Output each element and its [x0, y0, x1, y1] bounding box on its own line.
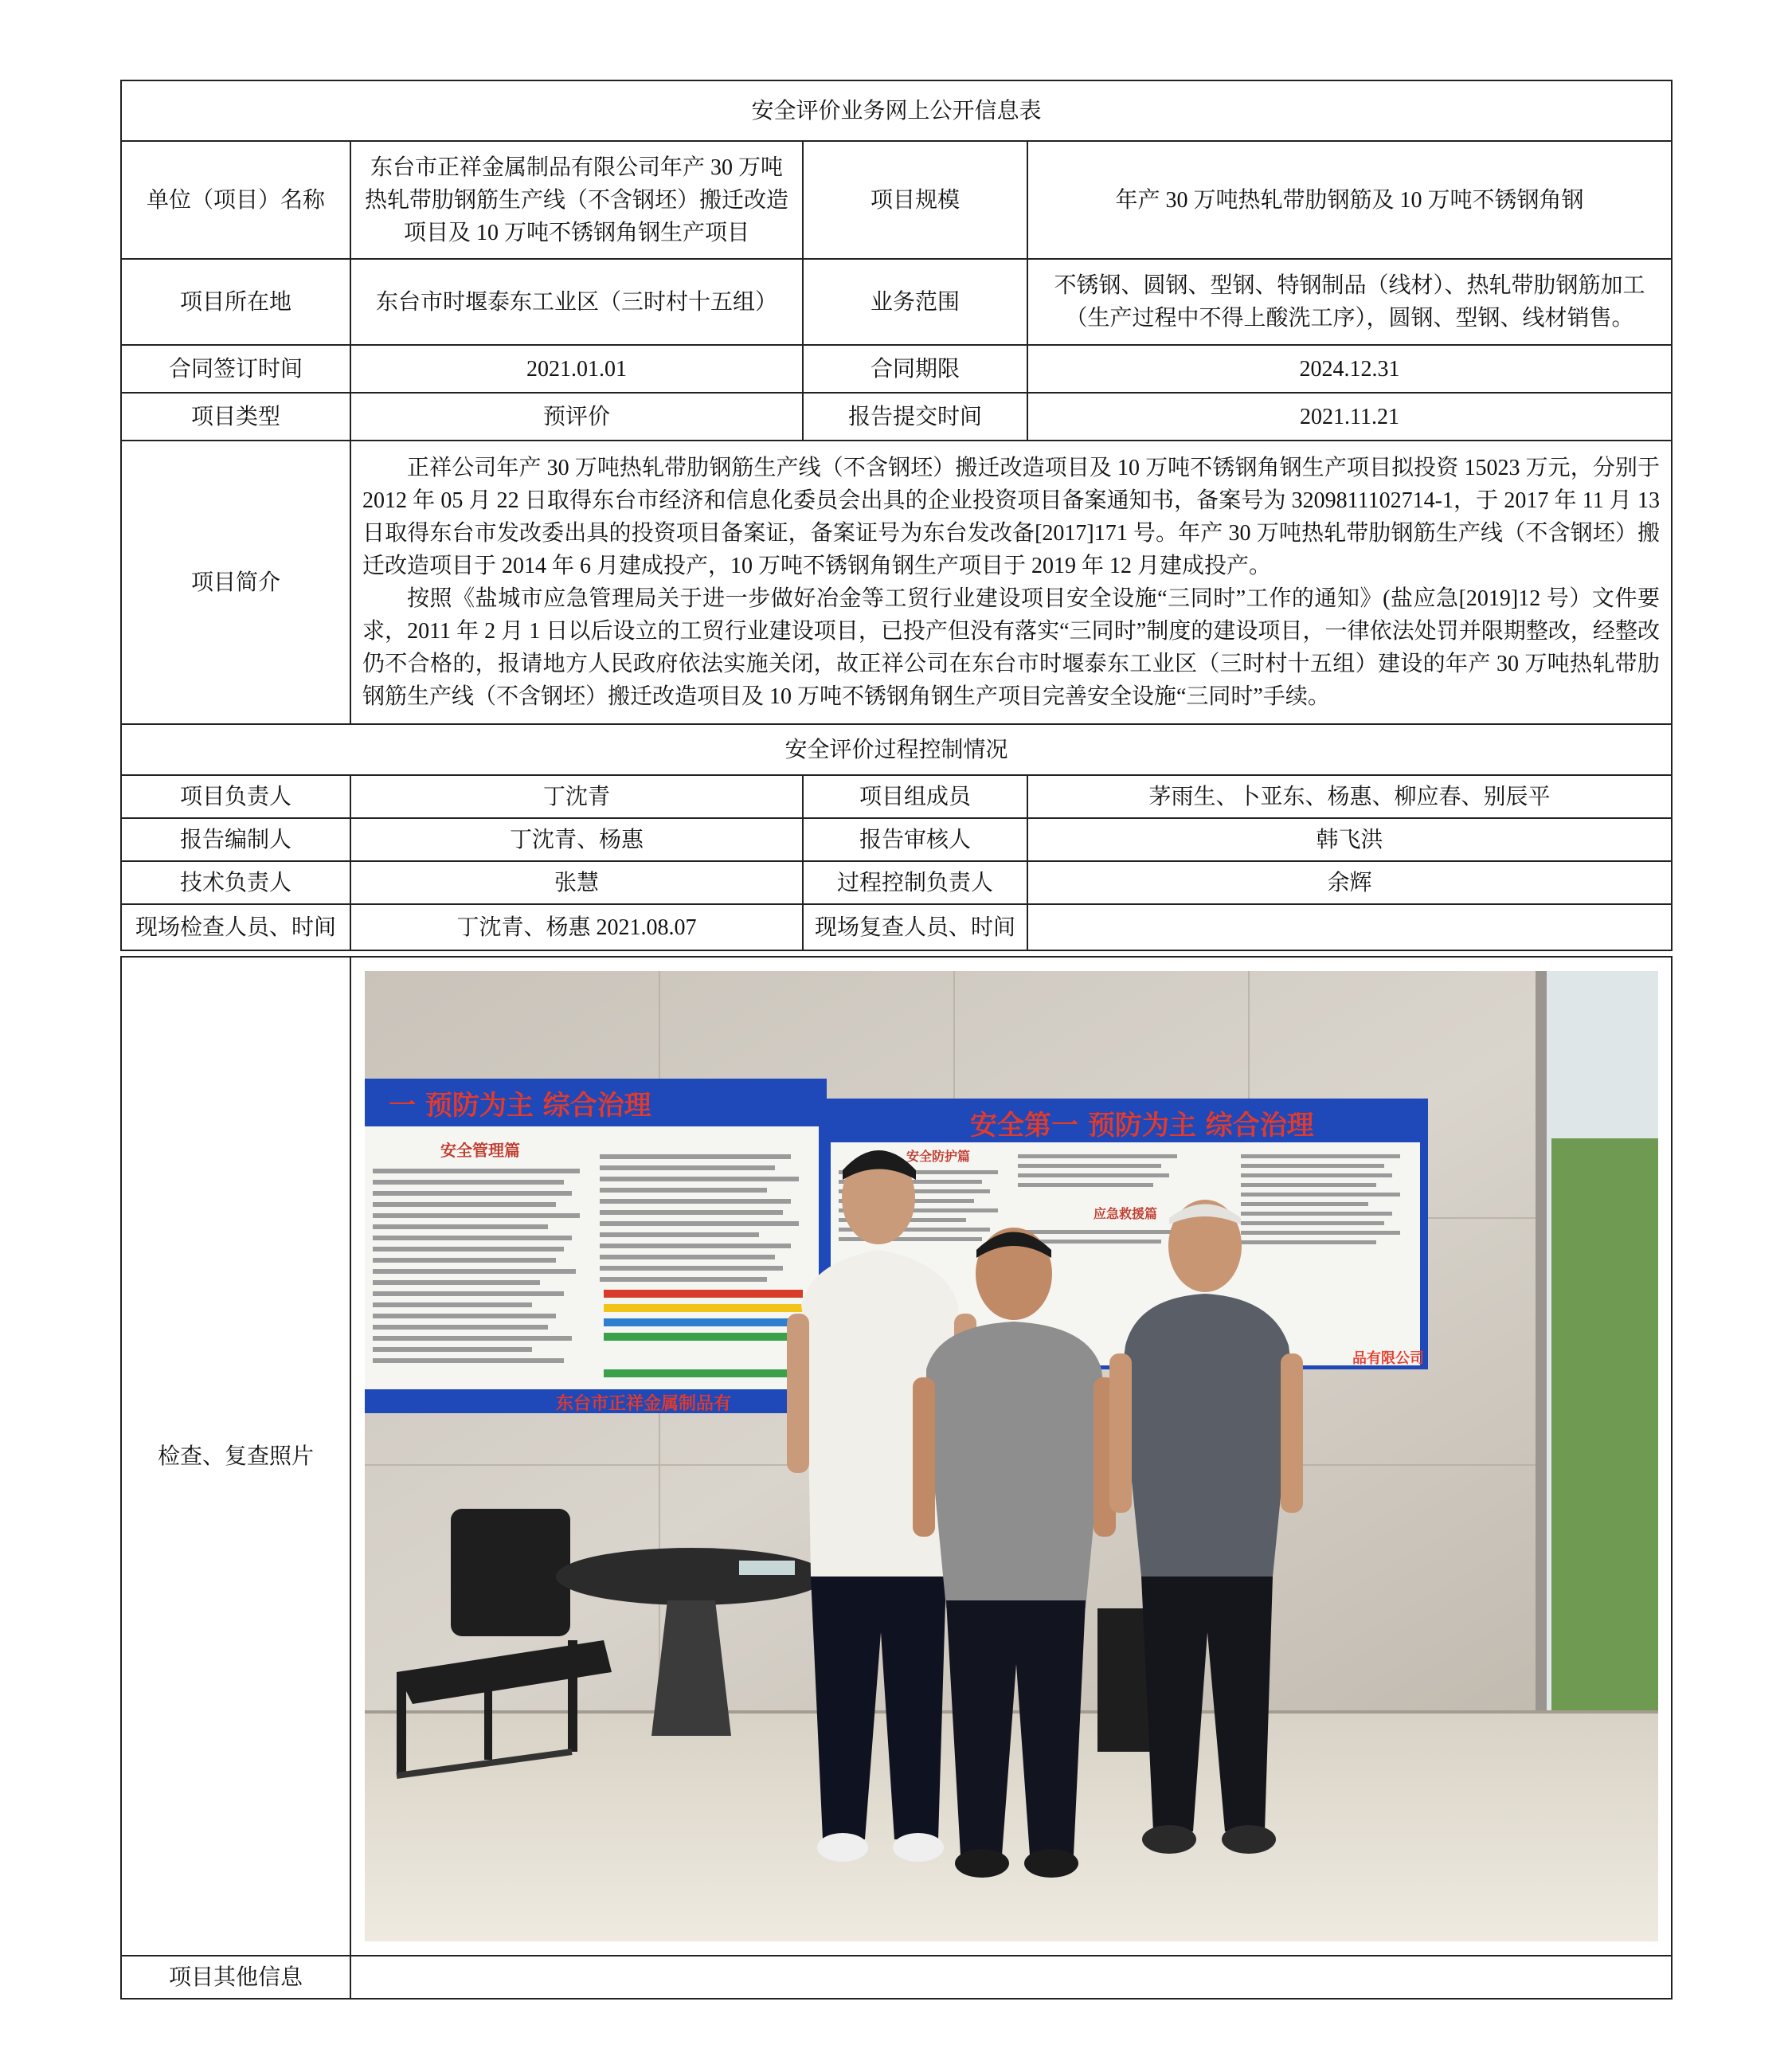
- scale-label: 项目规模: [803, 141, 1027, 259]
- contract-date-value: 2021.01.01: [350, 345, 803, 393]
- leader-label: 项目负责人: [121, 775, 350, 818]
- intro-paragraph-1: 正祥公司年产 30 万吨热轧带肋钢筋生产线（不含钢坯）搬迁改造项目及 10 万吨不锈钢角钢生产项目拟投资 15023 万元，分别于 2012 年 05 月 22 日取得东台市经济和信息化委员会出具的企业投资项目备案通知书，备案号为 3209811102714-1，于 2017 年 11 月 13 日取得东台市发改委出具的投资项目备案证，备案证号为东台发改备[2017]171 号。年产 30 万吨热轧带肋钢筋生产线（不含钢坯）搬迁改造项目于 2014 年 6 月建成投产，10 万吨不锈钢角钢生产项目于 2019 年 12 月建成投产。: [362, 456, 1661, 578]
- reviewer-value: 韩飞洪: [1027, 818, 1672, 861]
- right-board-slogan: 安全第一 预防为主 综合治理: [969, 1110, 1314, 1142]
- intro-text: [350, 441, 1672, 724]
- other-info-value: [350, 1956, 1672, 1999]
- right-board-heading-1: 安全防护篇: [906, 1149, 970, 1164]
- process-section-title: 安全评价过程控制情况: [121, 724, 1672, 775]
- scope-value: 不锈钢、圆钢、型钢、特钢制品（线材）、热轧带肋钢筋加工（生产过程中不得上酸洗工序），圆钢、型钢、线材销售。: [1027, 259, 1672, 345]
- location-label: 项目所在地: [121, 259, 350, 345]
- scope-label: 业务范围: [803, 259, 1027, 345]
- contract-period-value: 2024.12.31: [1027, 345, 1672, 393]
- table-title: 安全评价业务网上公开信息表: [121, 80, 1672, 141]
- site-check-value: 丁沈青、杨惠 2021.08.07: [350, 904, 803, 950]
- site-check-label: 现场检查人员、时间: [121, 904, 350, 950]
- scale-value: 年产 30 万吨热轧带肋钢筋及 10 万吨不锈钢角钢: [1027, 141, 1672, 259]
- recheck-value: [1027, 904, 1672, 950]
- members-value: 茅雨生、卜亚东、杨惠、柳应春、别辰平: [1027, 775, 1672, 818]
- inspection-photo: [365, 971, 1658, 1941]
- contract-date-label: 合同签订时间: [121, 345, 350, 393]
- other-info-label: 项目其他信息: [121, 1956, 350, 1999]
- process-lead-label: 过程控制负责人: [803, 861, 1027, 904]
- photo-cell: [350, 957, 1672, 1956]
- intro-label: 项目简介: [121, 441, 350, 724]
- tech-lead-label: 技术负责人: [121, 861, 350, 904]
- right-board-heading-2: 应急救援篇: [1093, 1206, 1157, 1221]
- reviewer-label: 报告审核人: [803, 818, 1027, 861]
- info-table: [120, 80, 1673, 951]
- unit-name-value: 东台市正祥金属制品有限公司年产 30 万吨热轧带肋钢筋生产线（不含钢坯）搬迁改造项目及 10 万吨不锈钢角钢生产项目: [350, 141, 803, 259]
- left-board-heading: 安全管理篇: [440, 1141, 520, 1160]
- unit-name-label: 单位（项目）名称: [121, 141, 350, 259]
- compiler-value: 丁沈青、杨惠: [350, 818, 803, 861]
- location-value: 东台市时堰泰东工业区（三时村十五组）: [350, 259, 803, 345]
- right-board-footer: 品有限公司: [1352, 1350, 1424, 1367]
- left-safety-board: [365, 1079, 827, 1414]
- report-date-value: 2021.11.21: [1027, 393, 1672, 441]
- project-type-value: 预评价: [350, 393, 803, 441]
- compiler-label: 报告编制人: [121, 818, 350, 861]
- left-board-footer: 东台市正祥金属制品有: [555, 1394, 731, 1414]
- left-board-slogan: 一 预防为主 综合治理: [388, 1090, 651, 1122]
- recheck-label: 现场复查人员、时间: [803, 904, 1027, 950]
- members-label: 项目组成员: [803, 775, 1027, 818]
- project-type-label: 项目类型: [121, 393, 350, 441]
- leader-value: 丁沈青: [350, 775, 803, 818]
- report-date-label: 报告提交时间: [803, 393, 1027, 441]
- tech-lead-value: 张慧: [350, 861, 803, 904]
- intro-paragraph-2: 按照《盐城市应急管理局关于进一步做好冶金等工贸行业建设项目安全设施“三同时”工作的通知》(盐应急[2019]12 号）文件要求，2011 年 2 月 1 日以后设立的工贸行业建设项目，已投产但没有落实“三同时”制度的建设项目，一律依法处罚并限期整改，经整改仍不合格的，报请地方人民政府依法实施关闭，故正祥公司在东台市时堰泰东工业区（三时村十五组）建设的年产 30 万吨热轧带肋钢筋生产线（不含钢坯）搬迁改造项目及 10 万吨不锈钢角钢生产项目完善安全设施“三同时”手续。: [362, 586, 1661, 709]
- photo-table: [120, 956, 1673, 2000]
- photos-label: 检查、复查照片: [121, 957, 350, 1956]
- process-lead-value: 余辉: [1027, 861, 1672, 904]
- contract-period-label: 合同期限: [803, 345, 1027, 393]
